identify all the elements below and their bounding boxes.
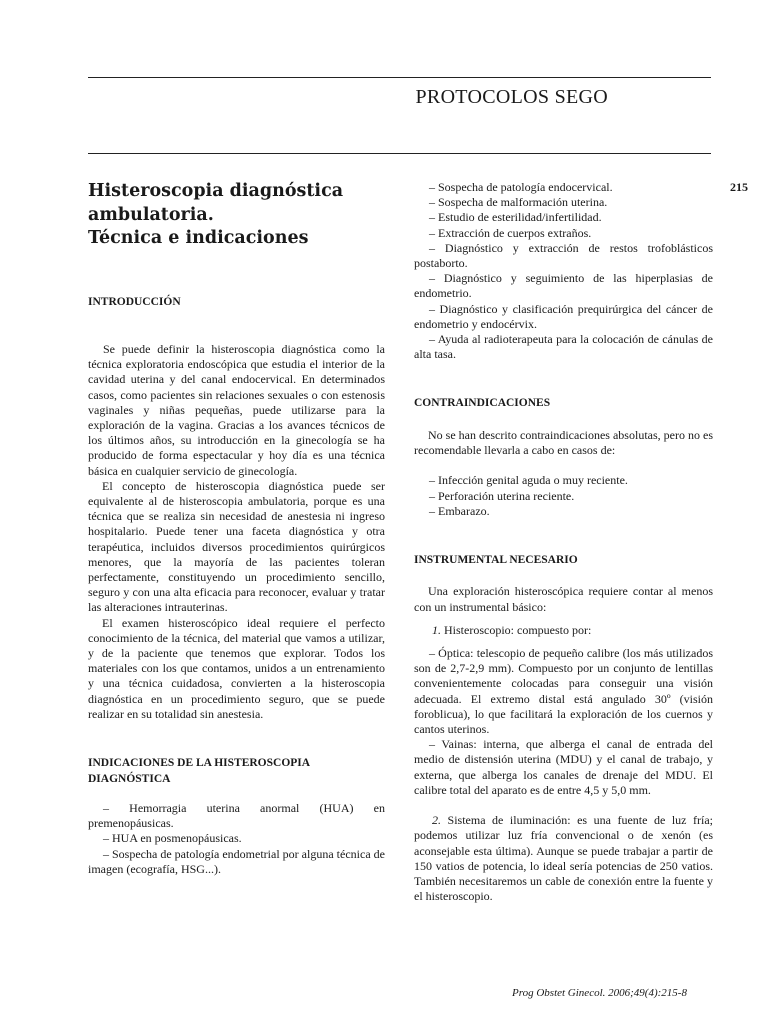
item-text: Histeroscopio: compuesto por: xyxy=(444,622,592,637)
indicacion-item: – Sospecha de malformación uterina. xyxy=(429,195,608,210)
section-heading-instrumental: INSTRUMENTAL NECESARIO xyxy=(414,553,578,566)
vainas-description xyxy=(414,737,713,798)
indicaciones-heading-line-2: DIAGNÓSTICA xyxy=(88,772,171,785)
right-column xyxy=(414,180,713,904)
indicacion-item: – Sospecha de patología endometrial por alguna técnica de imagen (ecografía, HSG...). xyxy=(88,846,385,876)
instrumental-item-2 xyxy=(414,813,713,904)
page-number: 215 xyxy=(730,180,748,194)
indicacion-item: – Estudio de esterilidad/infertilidad. xyxy=(429,210,602,225)
indicacion-item: – Hemorragia uterina anormal (HUA) en premenopáusicas. xyxy=(88,801,385,831)
header-bottom-rule xyxy=(88,153,711,154)
intro-paragraph-1: Se puede definir la histeroscopia diagnóstica como la técnica exploratoria endoscópica que estudia el interior de la cavidad uterina y del canal endocervical. En determinados casos, como pacientes sin relaciones sexuales o con estenosis vaginales y niñas pequeñas, puede utilizarse para la exploración de la vagina. Gracias a los avances técnicos de los últimos años, su introducción en la ginecología se ha producido de forma espectacular y hoy día es una técnica básica en cualquier servicio de ginecología. xyxy=(88,342,385,478)
indicacion-item: – Diagnóstico y extracción de restos trofoblásticos postaborto. xyxy=(414,240,713,271)
contraindicaciones-intro: No se han descrito contraindicaciones absolutas, pero no es recomendable llevarla a cabo en casos de: xyxy=(414,427,713,458)
section-heading-indicaciones xyxy=(88,756,385,787)
vainas-text: interna, que alberga el canal de entrada del medio de distensión uterina (MDU) y el canal de trabajo, y externa, que alberga los canales de drenaje del MDU. El calibre total del aparato es de entre 4,5 y 5,0 mm. xyxy=(414,737,713,797)
instrumental-intro: Una exploración histeroscópica requiere contar al menos con un instrumental básico: xyxy=(414,584,713,614)
intro-paragraph-3: El examen histeroscópico ideal requiere el perfecto conocimiento de la técnica, del material que vamos a utilizar, y de la paciente que tenemos que explorar. Todos los materiales con los que contamos, unidos a un entrenamiento y una técnica cuidadosa, convierten a la histeroscopia diagnóstica en un procedimiento seguro, que se puede realizar en su totalidad sin anestesia. xyxy=(88,615,385,721)
item-label: Sistema de iluminación: xyxy=(447,813,571,828)
vainas-label: – Vainas: xyxy=(429,737,477,752)
item-number: 1. xyxy=(432,622,441,637)
title-line-1: Histeroscopia diagnóstica xyxy=(88,181,344,201)
item-text: es una fuente de luz fría; podemos utilizar luz fría convencional o de xenón (es aconsejable esta última). Aunque se puede trabajar a partir de 150 vatios de potencia, lo ideal sería potencias de 250 vatios. También necesitaremos un cable de conexión entre la fuente y el histeroscopio. xyxy=(414,813,714,904)
indicacion-item: – Diagnóstico y clasificación prequirúrgica del cáncer de endometrio y endocérvix. xyxy=(414,301,713,331)
journal-citation: Prog Obstet Ginecol. 2006;49(4):215-8 xyxy=(512,987,687,999)
instrumental-item-1 xyxy=(414,623,713,638)
running-header: PROTOCOLOS SEGO xyxy=(415,86,608,108)
section-heading-introduccion: INTRODUCCIÓN xyxy=(88,295,181,308)
section-heading-contraindicaciones: CONTRAINDICACIONES xyxy=(414,397,551,410)
optica-text: telescopio de pequeño calibre (los más utilizados son de 2,7-2,9 mm). Compuesto por un conjunto de lentillas convenientemente colocadas para conseguir una visión adecuada. El extremo distal está angulado 30º (visión foroblicua), lo que facilitará la exploración de los cuernos y cantos uterinos. xyxy=(414,646,714,737)
contraindicacion-item: – Infección genital aguda o muy reciente. xyxy=(429,473,628,488)
title-line-3: Técnica e indicaciones xyxy=(88,228,309,248)
indicacion-item: – HUA en posmenopáusicas. xyxy=(103,831,242,846)
indicacion-item: – Sospecha de patología endocervical. xyxy=(429,180,613,194)
indicacion-item: – Extracción de cuerpos extraños. xyxy=(429,225,592,240)
intro-paragraph-2: El concepto de histeroscopia diagnóstica puede ser equivalente al de histeroscopia ambulatoria, porque es una técnica que se realiza sin necesidad de anestesia ni ingreso hospitalario. Puede tener una faceta diagnóstica y otra terapéutica, incluidos diversos procedimientos quirúrgicos menores, que la mayoría de las pacientes toleran perfectamente, constituyendo un procedimiento sencillo, seguro y con una alta eficacia para reconocer, evaluar y tratar las alteraciones intrauterinas. xyxy=(88,478,385,615)
article-title xyxy=(88,180,385,251)
contraindicacion-item: – Perforación uterina reciente. xyxy=(429,488,575,503)
indicacion-item: – Diagnóstico y seguimiento de las hiperplasias de endometrio. xyxy=(414,271,713,301)
contraindicacion-item: – Embarazo. xyxy=(429,503,490,518)
left-column xyxy=(88,180,385,877)
item-number: 2. xyxy=(432,813,441,828)
optica-description xyxy=(414,646,713,737)
title-line-2: ambulatoria. xyxy=(88,204,214,225)
indicacion-item: – Ayuda al radioterapeuta para la colocación de cánulas de alta tasa. xyxy=(414,332,713,362)
header-top-rule xyxy=(88,77,711,78)
indicaciones-heading-line-1: INDICACIONES DE LA HISTEROSCOPIA xyxy=(88,757,311,770)
optica-label: – Óptica: xyxy=(429,646,474,661)
